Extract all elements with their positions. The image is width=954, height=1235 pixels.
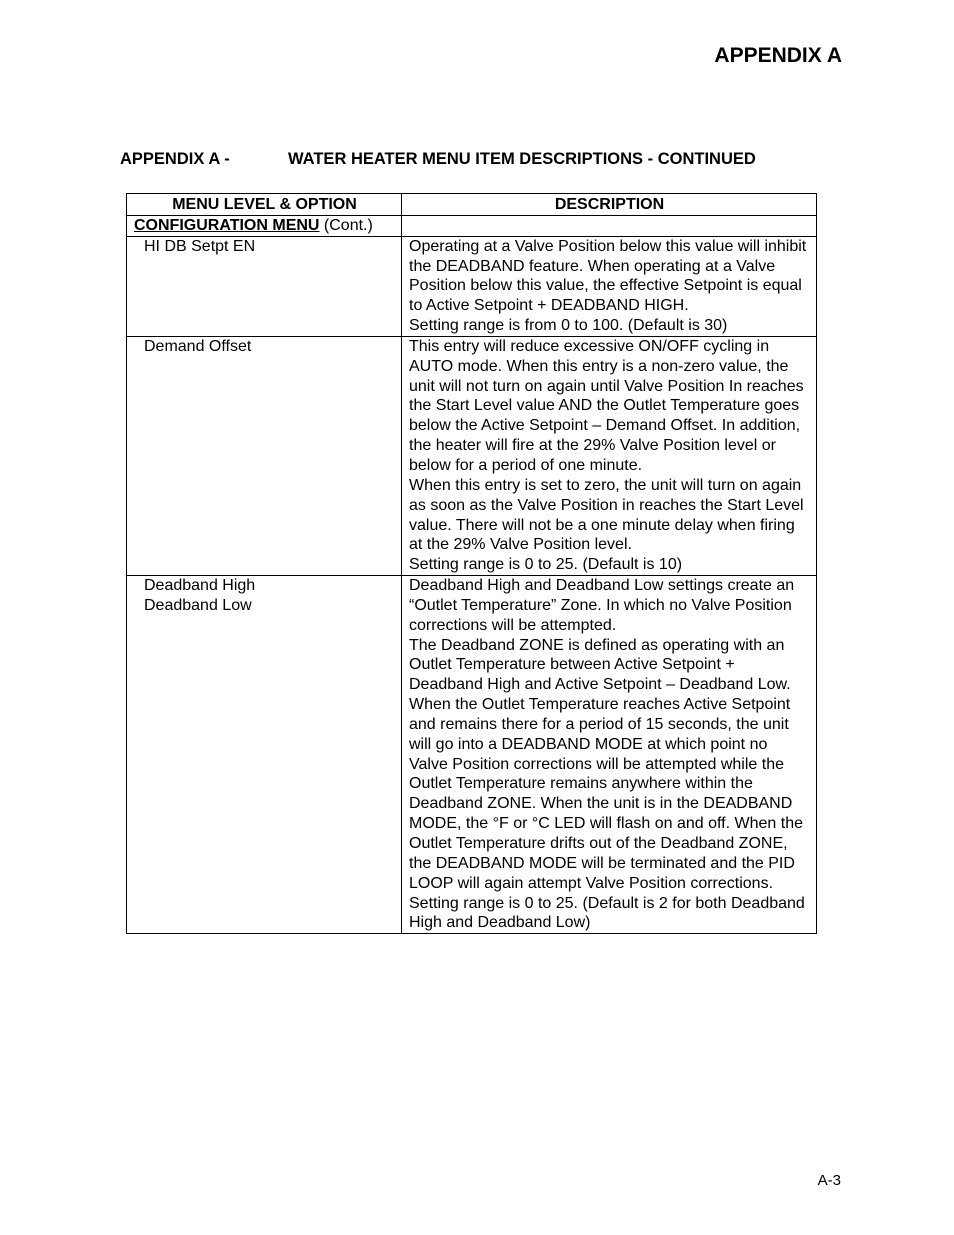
description-paragraph: Setting range is from 0 to 100. (Default is 30) (409, 317, 728, 335)
description-cell (402, 236, 817, 336)
category-row (127, 215, 817, 236)
description-paragraph: Operating at a Valve Position below this value will inhibit the DEADBAND feature. When operating at a Valve Position below this value, the effective Setpoint is equal to Active Setpoint + DEADBAND HIGH. (409, 237, 807, 315)
col-header-description: DESCRIPTION (402, 194, 817, 216)
description-paragraph: This entry will reduce excessive ON/OFF cycling in AUTO mode. When this entry is a non-zero value, the unit will not turn on again until Valve Position In reaches the Start Level value AND the Outlet Temperature goes below the Active Setpoint – Demand Offset. In addition, the heater will fire at the 29% Valve Position level or below for a period of one minute. (409, 337, 804, 474)
category-cell (127, 215, 402, 236)
option-cell (127, 576, 402, 934)
col-header-menu-level: MENU LEVEL & OPTION (127, 194, 402, 216)
page-number: A-3 (817, 1172, 841, 1189)
table-row (127, 576, 817, 934)
section-heading: WATER HEATER MENU ITEM DESCRIPTIONS - CONTINUED (288, 150, 756, 168)
description-paragraph: Setting range is 0 to 25. (Default is 2 for both Deadband High and Deadband Low) (409, 894, 805, 932)
description-cell (402, 576, 817, 934)
table-row (127, 336, 817, 575)
option-label: HI DB Setpt EN (144, 237, 256, 255)
menu-description-table (126, 193, 817, 934)
description-paragraph: When the Outlet Temperature reaches Active Setpoint and remains there for a period of 15 seconds, the unit will go into a DEADBAND MODE at which point no Valve Position corrections will be attempted while the Outlet Temperature remains anywhere within the Deadband ZONE. When the unit is in the DEADBAND MODE, the °F or °C LED will flash on and off. When the Outlet Temperature drifts out of the Deadband ZONE, the DEADBAND MODE will be terminated and the PID LOOP will again attempt Valve Position corrections. (409, 696, 803, 892)
option-label: Deadband Low (144, 596, 252, 614)
option-cell (127, 336, 402, 575)
option-label: Demand Offset (144, 337, 252, 355)
table-row (127, 236, 817, 336)
option-cell (127, 236, 402, 336)
category-description-cell (402, 215, 817, 236)
description-paragraph: The Deadband ZONE is defined as operating with an Outlet Temperature between Active Setpoint + Deadband High and Active Setpoint – Deadband Low. (409, 636, 791, 694)
section-title (120, 150, 756, 169)
description-paragraph: Deadband High and Deadband Low settings create an “Outlet Temperature” Zone. In which no Valve Position corrections will be attempted. (409, 577, 795, 634)
description-cell (402, 336, 817, 575)
page-header-title: APPENDIX A (714, 44, 842, 67)
category-suffix: (Cont.) (319, 216, 373, 234)
table-header-row (127, 194, 817, 216)
section-number: APPENDIX A - (120, 150, 230, 168)
option-label: Deadband High (144, 577, 256, 595)
description-paragraph: When this entry is set to zero, the unit will turn on again as soon as the Valve Position in reaches the Start Level value. There will not be a one minute delay when firing at the 29% Valve Position level. (409, 476, 804, 554)
description-paragraph: Setting range is 0 to 25. (Default is 10) (409, 556, 683, 574)
category-label: CONFIGURATION MENU (134, 216, 320, 234)
